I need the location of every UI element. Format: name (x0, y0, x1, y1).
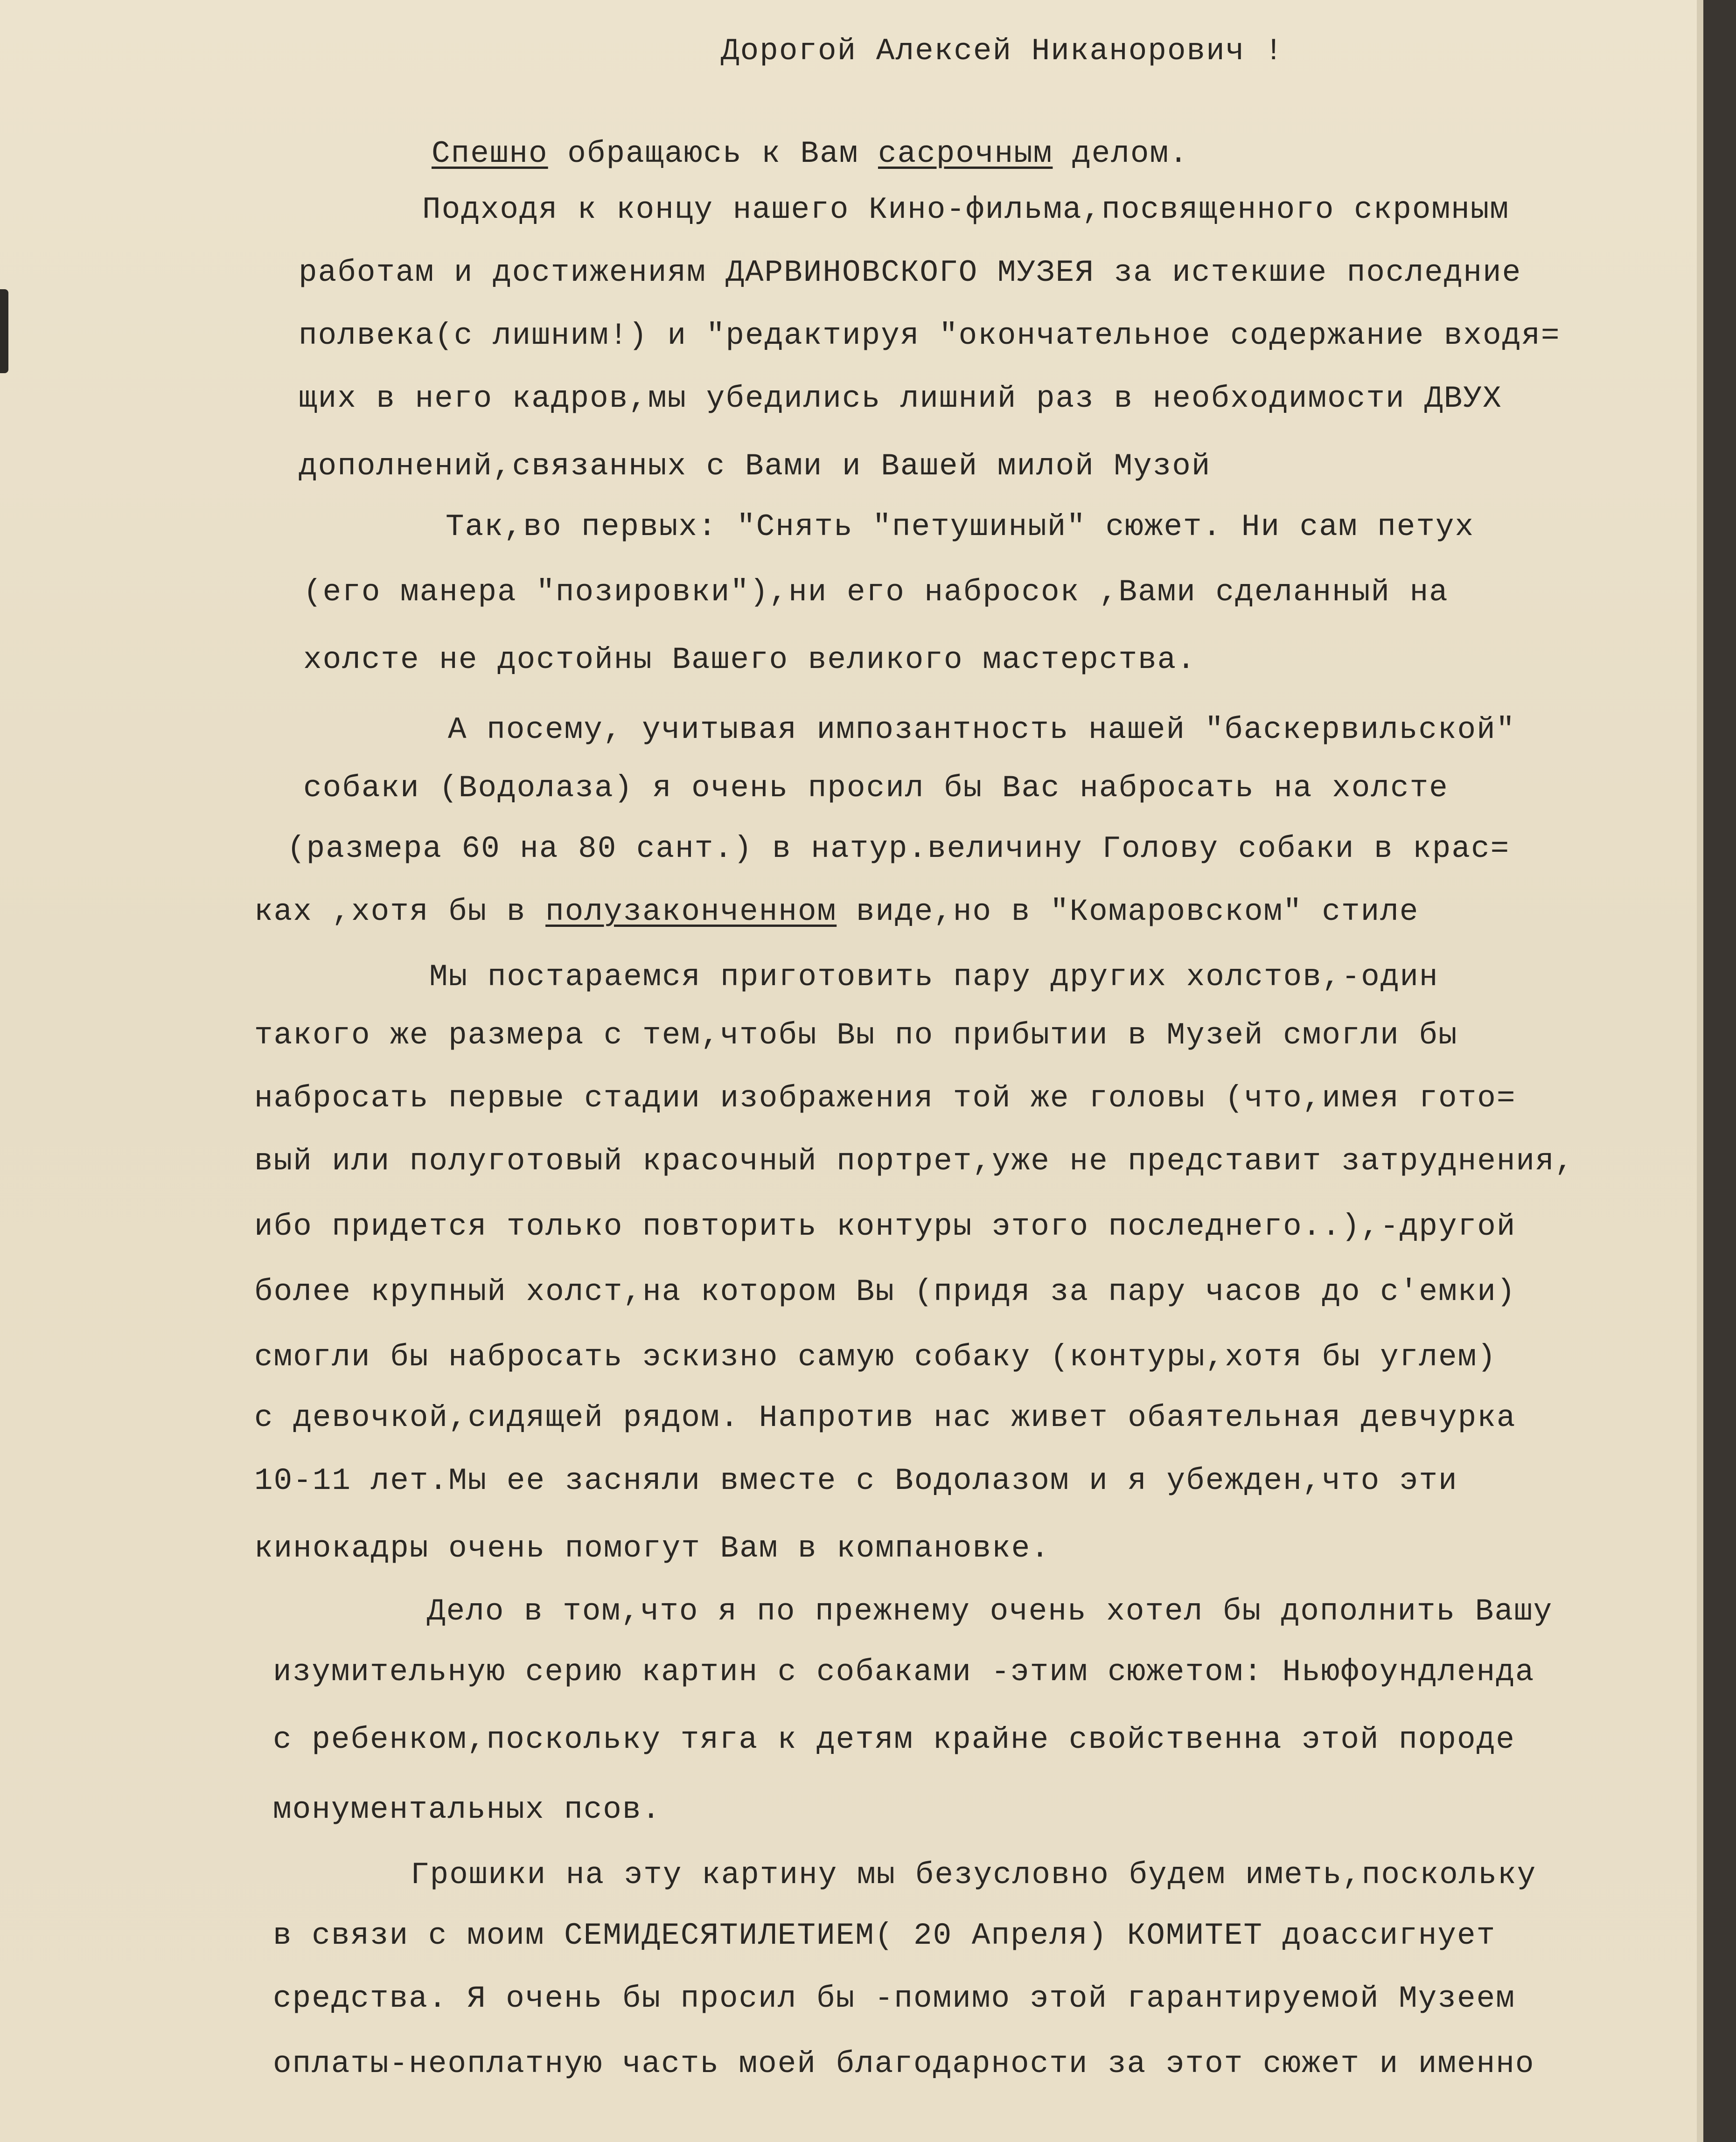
show-through (1194, 70, 1212, 107)
text-span: обращаюсь к Вам (548, 136, 878, 171)
letter-line: Так,во первых: "Снять "петушиный" сюжет. Ни сам петух (446, 509, 1475, 544)
letter-line: (его манера "позировки"),ни его набросок ,Вами сделанный на (303, 575, 1449, 610)
letter-line: собаки (Водолаза) я очень просил бы Вас набросать на холсте (303, 771, 1449, 806)
letter-line: щих в него кадров,мы убедились лишний раз в необходимости ДВУХ (299, 381, 1502, 416)
underlined-word: полузаконченном (545, 894, 837, 929)
letter-line: 10-11 лет.Мы ее засняли вместе с Водолазом и я убежден,что эти (254, 1463, 1458, 1498)
letter-line: Подходя к концу нашего Кино-фильма,посвященного скромным (422, 192, 1509, 227)
letter-line: в связи с моим СЕМИДЕСЯТИЛЕТИЕМ( 20 Апреля) КОМИТЕТ доассигнует (273, 1918, 1496, 1953)
letter-line: с ребенком,поскольку тяга к детям крайне свойственна этой породе (273, 1722, 1515, 1757)
letter-line (432, 135, 1189, 173)
letter-line: Грошики на эту картину мы безусловно будем иметь,поскольку (411, 1857, 1537, 1892)
letter-line: оплаты-неоплатную часть моей благодарности за этот сюжет и именно (273, 2046, 1535, 2081)
letter-line: набросать первые стадии изображения той же головы (что,имея гото= (254, 1081, 1516, 1116)
salutation: Дорогой Алексей Никанорович ! (721, 34, 1284, 69)
underlined-word: Спешно (432, 136, 548, 171)
letter-line: Дело в том,что я по прежнему очень хотел бы дополнить Вашу (427, 1594, 1553, 1629)
letter-line: (размера 60 на 80 сант.) в натур.величину Голову собаки в крас= (287, 831, 1510, 866)
letter-line: такого же размера с тем,чтобы Вы по прибытии в Музей смогли бы (254, 1018, 1458, 1053)
letter-line: Мы постараемся приготовить пару других холстов,-один (429, 960, 1439, 994)
letter-line: более крупный холст,на котором Вы (придя за пару часов до с'емки) (254, 1274, 1516, 1309)
letter-line: с девочкой,сидящей рядом. Напротив нас живет обаятельная девчурка (254, 1400, 1516, 1435)
letter-line: работам и достижениям ДАРВИНОВСКОГО МУЗЕЯ за истекшие последние (299, 255, 1522, 290)
letter-line: кинокадры очень помогут Вам в компановке. (254, 1531, 1050, 1566)
letter-line (254, 893, 1419, 931)
letter-line: монументальных псов. (273, 1792, 662, 1827)
binder-tab (0, 289, 8, 373)
scan-background (1703, 0, 1736, 2142)
letter-line: дополнений,связанных с Вами и Вашей милой Музой (299, 449, 1211, 484)
letter-line: смогли бы набросать эскизно самую собаку (контуры,хотя бы углем) (254, 1340, 1497, 1375)
letter-line: полвека(с лишним!) и "редактируя "окончательное содержание входя= (299, 318, 1561, 353)
text-span: делом. (1053, 136, 1189, 171)
letter-line: вый или полуготовый красочный портрет,уже не представит затруднения, (254, 1144, 1575, 1179)
text-span: ках ,хотя бы в (254, 894, 546, 929)
text-span: виде,но в "Комаровском" стиле (837, 894, 1419, 929)
page-edge (1697, 0, 1703, 2142)
underlined-word: сасрочным (878, 136, 1053, 171)
letter-line: А посему, учитывая импозантность нашей "баскервильской" (448, 712, 1516, 747)
letter-line: ибо придется только повторить контуры этого последнего..),-другой (254, 1209, 1516, 1244)
letter-line: изумительную серию картин с собаками -этим сюжетом: Ньюфоундленда (273, 1655, 1535, 1690)
letter-line: средства. Я очень бы просил бы -помимо этой гарантируемой Музеем (273, 1981, 1515, 2016)
letter-line: холсте не достойны Вашего великого мастерства. (303, 642, 1196, 677)
